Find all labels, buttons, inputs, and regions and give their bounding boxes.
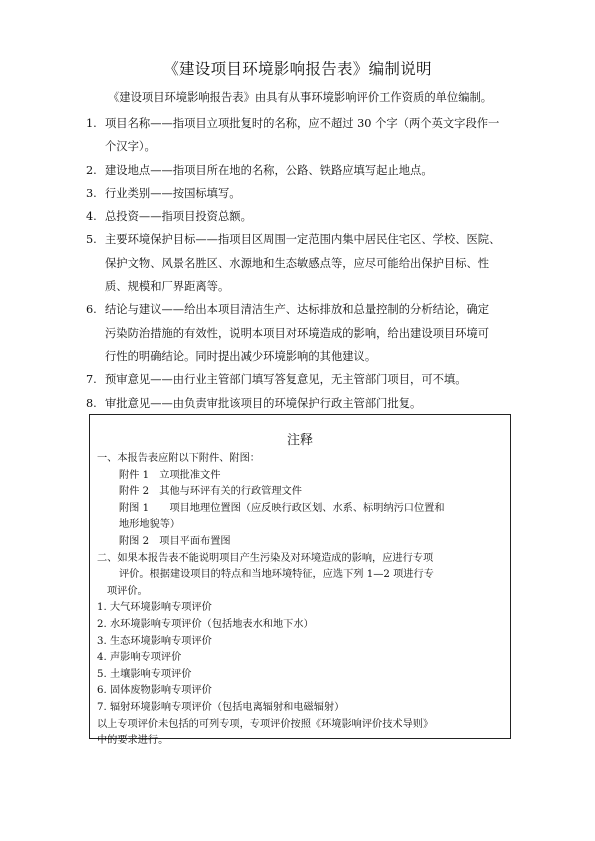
notes-line: 5. 土壤影响专项评价	[97, 668, 192, 680]
notes-line: 以上专项评价未包括的可列专项，专项评价按照《环境影响评价技术导则》	[97, 718, 434, 730]
notes-line: 二、如果本报告表不能说明项目产生污染及对环境造成的影响，应进行专项	[97, 552, 434, 564]
notes-line: 一、本报告表应附以下附件、附图：	[97, 453, 260, 464]
item-text-line: 质、规模和厂界距离等。	[105, 280, 230, 294]
instruction-item	[86, 159, 526, 182]
item-number: 7.	[86, 373, 97, 387]
instruction-item	[86, 182, 526, 205]
notes-line: 6. 固体废物影响专项评价	[97, 685, 212, 697]
notes-line: 附图 2 项目平面布置图	[119, 535, 231, 547]
item-number: 2.	[86, 163, 97, 177]
item-text-line: 项目名称——指项目立项批复时的名称，应不超过 30 个字（两个英文字段作一	[105, 117, 500, 130]
item-text-line: 建设地点——指项目所在地的名称，公路、铁路应填写起止地点。	[105, 163, 433, 177]
item-text-line: 审批意见——由负责审批该项目的环境保护行政主管部门批复。	[105, 396, 422, 410]
notes-line: 7. 辐射环境影响专项评价（包括电离辐射和电磁辐射）	[97, 701, 345, 713]
notes-line: 1. 大气环境影响专项评价	[97, 602, 212, 614]
item-number: 5.	[86, 233, 97, 247]
item-number: 6.	[86, 303, 97, 317]
instruction-item	[86, 392, 526, 415]
notes-line: 评价。根据建设项目的特点和当地环境特征，应选下列 1—2 项进行专	[119, 569, 434, 581]
item-text-line: 保护文物、风景名胜区、水源地和生态敏感点等，应尽可能给出保护目标、性	[105, 256, 490, 270]
notes-line: 2. 水环境影响专项评价（包括地表水和地下水）	[97, 618, 314, 630]
instruction-list	[86, 112, 526, 415]
notes-title: 注释	[286, 433, 313, 448]
item-number: 1.	[86, 117, 97, 130]
notes-line: 附图 1 项目地理位置图（应反映行政区划、水系、标明纳污口位置和	[119, 502, 445, 514]
notes-line: 附件 2 其他与环评有关的行政管理文件	[119, 486, 302, 498]
item-number: 8.	[86, 396, 97, 410]
item-text-line: 预审意见——由行业主管部门填写答复意见，无主管部门项目，可不填。	[105, 373, 467, 387]
notes-box	[89, 414, 511, 747]
item-text-line: 个汉字）。	[105, 140, 156, 154]
item-number: 4.	[86, 210, 97, 224]
item-text-line: 污染防治措施的有效性，说明本项目对环境造成的影响，给出建设项目环境可	[105, 326, 490, 340]
item-text-line: 总投资——指项目投资总额。	[105, 210, 252, 224]
document-title: 《建设项目环境影响报告表》编制说明	[163, 60, 432, 78]
notes-line: 4. 声影响专项评价	[97, 652, 182, 664]
instruction-item	[86, 298, 526, 368]
instruction-item	[86, 112, 526, 159]
notes-line: 地形地貌等）	[119, 519, 181, 531]
notes-line: 中的要求进行。	[97, 735, 169, 747]
item-text-line: 行业类别——按国标填写。	[105, 186, 241, 200]
item-number: 3.	[86, 186, 97, 200]
notes-line: 附件 1 立项批准文件	[119, 469, 221, 481]
instruction-item	[86, 205, 526, 228]
instruction-item	[86, 368, 526, 391]
instruction-item	[86, 228, 526, 298]
notes-line: 项评价。	[107, 585, 148, 597]
intro-paragraph: 《建设项目环境影响报告表》由具有从事环境影响评价工作资质的单位编制。	[108, 91, 493, 104]
notes-body	[97, 451, 509, 750]
item-text-line: 行性的明确结论。同时提出减少环境影响的其他建议。	[105, 349, 377, 363]
notes-line: 3. 生态环境影响专项评价	[97, 635, 212, 647]
item-text-line: 结论与建议——给出本项目清洁生产、达标排放和总量控制的分析结论，确定	[105, 303, 490, 317]
item-text-line: 主要环境保护目标——指项目区周围一定范围内集中居民住宅区、学校、医院、	[105, 233, 501, 247]
